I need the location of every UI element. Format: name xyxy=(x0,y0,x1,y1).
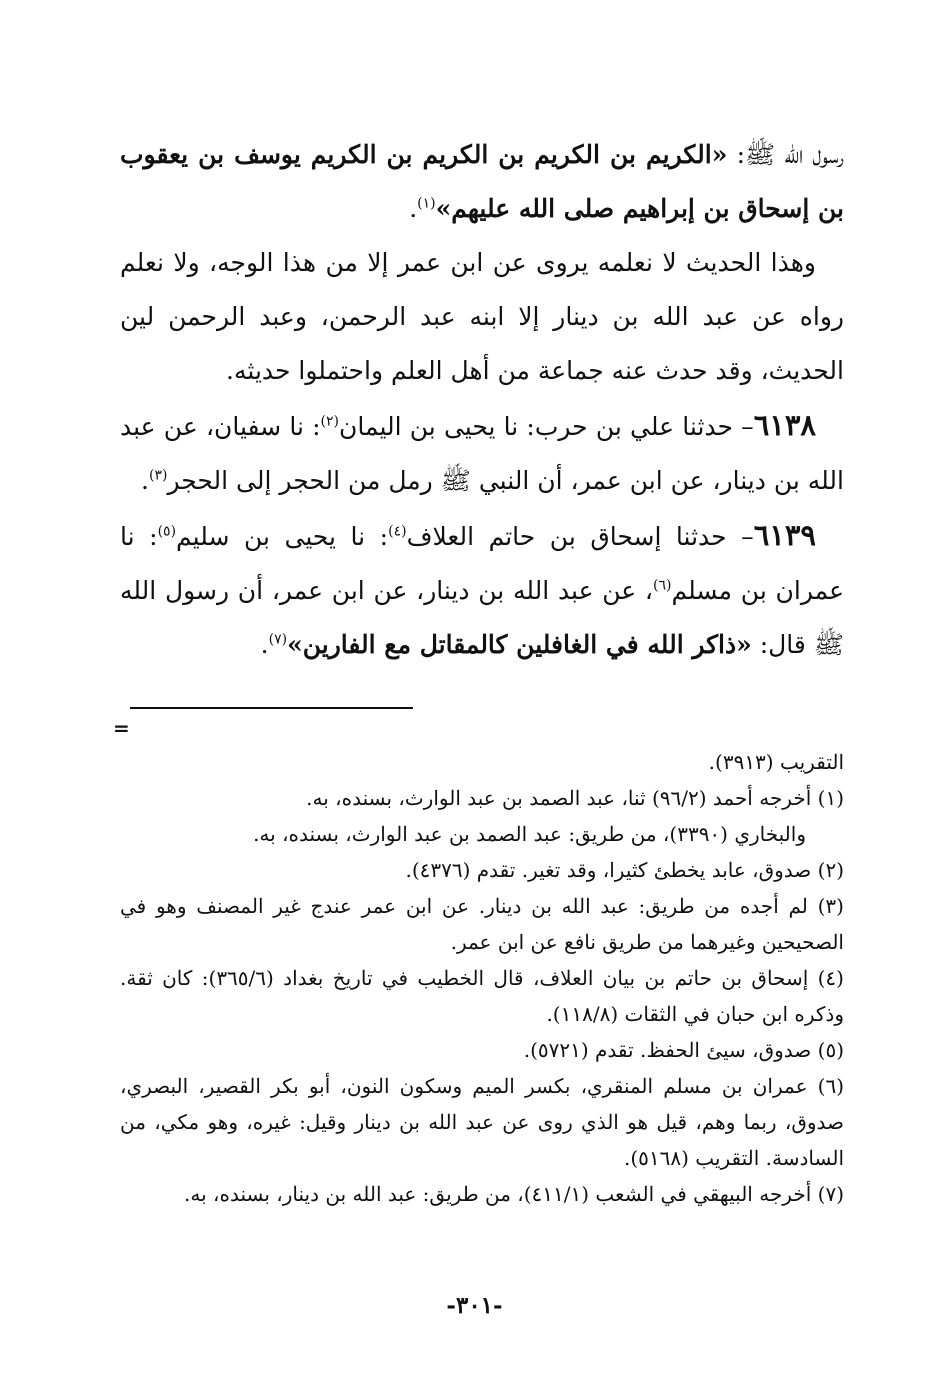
text-run: . xyxy=(409,194,418,223)
footnote-4 xyxy=(120,960,844,1032)
footnote-text: صدوق، سيئ الحفظ. تقدم (٥٧٢١). xyxy=(523,1038,812,1062)
footnote-text: والبخاري (٣٣٩٠)، من طريق: عبد الصمد بن عبد الوارث، بسنده، به. xyxy=(253,822,806,846)
footnote-label: (٦) xyxy=(807,1074,845,1098)
footnote-label: (٣) xyxy=(807,894,844,918)
paragraph-hadith-6138 xyxy=(120,398,844,508)
footnote-ref: (١) xyxy=(417,195,436,212)
footnote-label: (١) xyxy=(811,786,844,810)
footnote-ref: (٧) xyxy=(268,631,288,648)
text-run: . xyxy=(260,630,269,659)
page-number: -٣٠١- xyxy=(446,1292,503,1319)
hadith-number: ٦١٣٨ xyxy=(753,408,816,442)
footnote-text: إسحاق بن حاتم بن بيان العلاف، قال الخطيب في تاريخ بغداد (٣٦٥/٦): كان ثقة. وذكره ابن حبان في الثقات (١١٨/٨). xyxy=(120,966,844,1026)
paragraph-hadith-6139 xyxy=(120,508,844,672)
footnote-continued xyxy=(120,744,844,780)
footnote-text: التقريب (٣٩١٣). xyxy=(708,750,844,774)
footnote-continuation-marker: = xyxy=(113,716,130,740)
footnote-ref: (٦) xyxy=(653,577,672,594)
text-run: : نا عمران بن مسلم xyxy=(120,522,844,605)
text-run: – حدثنا إسحاق بن حاتم العلاف xyxy=(406,522,754,551)
footnote-text: لم أجده من طريق: عبد الله بن دينار. عن ابن عمر عندج غير المصنف وهو في الصحيحين وغيرهما من طريق نافع عن ابن عمر. xyxy=(120,894,844,954)
footnote-text: أخرجه البيهقي في الشعب (٤١١/١)، من طريق: عبد الله بن دينار، بسنده، به. xyxy=(184,1182,812,1206)
footnote-ref: (٥) xyxy=(157,523,177,540)
text-run: وهذا الحديث لا نعلمه يروى عن ابن عمر إلا من هذا الوجه، ولا نعلم رواه عن عبد الله بن دينار إلا ابنه عبد الرحمن، وعبد الرحمن لين الحديث، وقد حدث عنه جماعة من أهل العلم واحتملوا حديثه. xyxy=(120,248,844,385)
footnote-6 xyxy=(120,1068,844,1176)
hadith-number: ٦١٣٩ xyxy=(753,518,816,552)
footnote-label: (٢) xyxy=(811,858,844,882)
footnote-ref: (٢) xyxy=(320,413,340,430)
footnote-5 xyxy=(120,1032,844,1068)
footnote-label: (٧) xyxy=(811,1182,844,1206)
paragraph-commentary xyxy=(120,236,844,398)
main-text xyxy=(120,128,844,672)
footnote-text: صدوق، عابد يخطئ كثيرا، وقد تغير. تقدم (٤٣٧٦). xyxy=(405,858,812,882)
footnote-ref: (٤) xyxy=(388,523,407,540)
footnote-text: أخرجه أحمد (٩٦/٢) ثنا، عبد الصمد بن عبد الوارث، بسنده، به. xyxy=(306,786,812,810)
paragraph-hadith-continuation xyxy=(120,128,844,236)
hadith-quote: «ذاكر الله في الغافلين كالمقاتل مع الفارين» xyxy=(287,630,752,659)
footnote-1-continuation xyxy=(120,816,844,852)
text-run: – حدثنا علي بن حرب: نا يحيى بن اليمان xyxy=(339,412,754,441)
text-run: : نا يحيى بن سليم xyxy=(176,522,389,551)
footnote-divider xyxy=(130,707,413,709)
text-run: . xyxy=(141,466,149,495)
footnote-ref: (٣) xyxy=(149,467,168,484)
footnote-2 xyxy=(120,852,844,888)
hadith-quote: «الكريم بن الكريم بن الكريم بن الكريم يوسف بن يعقوب بن إسحاق بن إبراهيم صلى الله عليهم» xyxy=(120,140,844,223)
footnote-1 xyxy=(120,780,844,816)
text-run: رسول الله ﷺ: xyxy=(727,140,844,169)
footnote-text: عمران بن مسلم المنقري، بكسر الميم وسكون النون، أبو بكر القصير، البصري، صدوق، ربما وهم، قيل هو الذي روى عن عبد الله بن دينار وقيل: غيره، وهو مكي، من السادسة. التقريب (٥١٦٨). xyxy=(120,1074,844,1170)
footnotes xyxy=(120,744,844,1212)
footnote-label: (٤) xyxy=(808,966,844,990)
text-run: : نا سفيان، عن عبد الله بن دينار، عن ابن عمر، أن النبي ﷺ رمل من الحجر إلى الحجر xyxy=(120,412,844,495)
footnote-label: (٥) xyxy=(811,1038,844,1062)
text-run: ، عن عبد الله بن دينار، عن ابن عمر، أن رسول الله ﷺ قال: xyxy=(120,576,844,659)
footnote-7 xyxy=(120,1176,844,1212)
footnote-3 xyxy=(120,888,844,960)
